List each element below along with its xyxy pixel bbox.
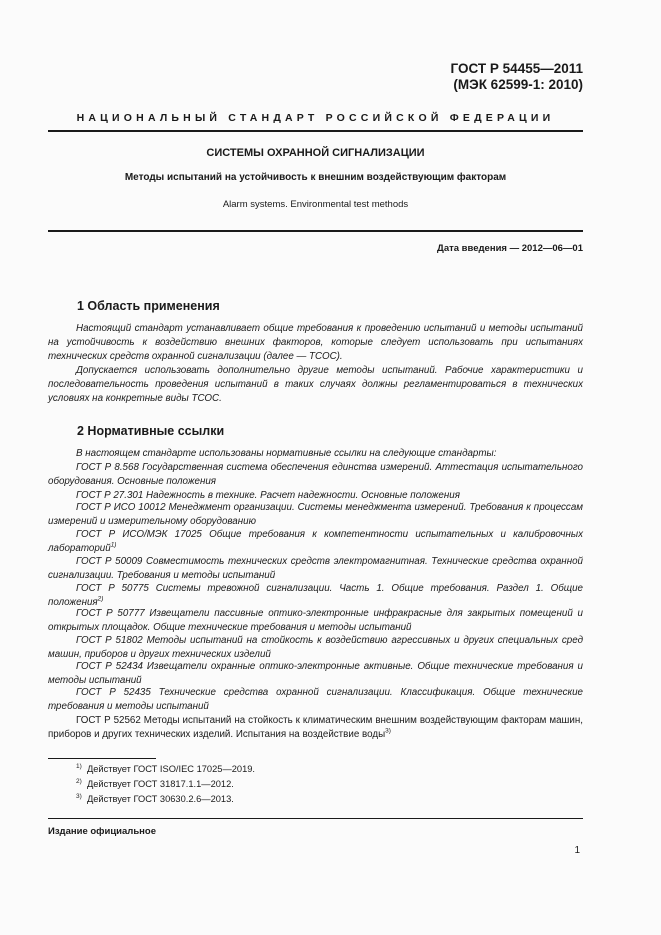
reference-item: ГОСТ Р 52434 Извещатели охранные оптико-электронные активные. Общие технические требования и методы испытаний [48, 661, 583, 686]
document-subtitle: Методы испытаний на устойчивость к внешним воздействующим факторам [124, 172, 507, 183]
reference-item: ГОСТ Р 8.568 Государственная система обеспечения единства измерений. Аттестация испытательного оборудования. Основные положения [48, 462, 583, 487]
page-number: 1 [574, 845, 580, 856]
footnote-separator [48, 758, 156, 759]
reference-item: ГОСТ Р 27.301 Надежность в технике. Расчет надежности. Основные положения [76, 490, 460, 501]
footnote-marker: 3) [385, 727, 391, 735]
section-2-intro: В настоящем стандарте использованы нормативные ссылки на следующие стандарты: [76, 448, 497, 459]
national-standard-banner: НАЦИОНАЛЬНЫЙ СТАНДАРТ РОССИЙСКОЙ ФЕДЕРАЦИИ [76, 112, 555, 124]
reference-item: ГОСТ Р ИСО/МЭК 17025 Общие требования к компетентности испытательных и калибровочных лабораторий$^{1)}$ [48, 529, 583, 554]
standard-iec-number: (МЭК 62599-1: 2010) [453, 77, 583, 92]
reference-item: ГОСТ Р 50777 Извещатели пассивные оптико-электронные инфракрасные для закрытых помещений и открытых площадок. Общие технические требования и методы испытаний [48, 608, 583, 633]
section-1-heading: 1 Область применения [77, 299, 220, 313]
document-title: СИСТЕМЫ ОХРАННОЙ СИГНАЛИЗАЦИИ [206, 147, 425, 159]
section-1-paragraph-1: Настоящий стандарт устанавливает общие требования к проведению испытаний и методы испытаний на устойчивость к воздействию внешних факторов, которые следует использовать при испытаниях технических средств охранной сигнализации (далее — ТСОС). [48, 323, 583, 362]
section-2-heading: 2 Нормативные ссылки [77, 424, 225, 438]
footer-rule [48, 818, 583, 819]
footnote-marker: 2) [97, 595, 104, 603]
standard-designation [451, 61, 583, 93]
header-rule [48, 130, 583, 132]
document-title-english: Alarm systems. Environmental test methods [222, 199, 409, 210]
section-1-paragraph-2: Допускается использовать дополнительно другие методы испытаний. Рабочие характеристики и последовательность проведения испытаний в таких случаях должны регламентироваться в технических условиях на конкретные виды ТСОС. [48, 365, 583, 404]
reference-item: ГОСТ Р 52562 Методы испытаний на стойкость к климатическим внешним воздействующим факторам машин, приборов и других технических изделий. Испытания на воздействие воды$^{3)}$ [48, 715, 583, 740]
footnote-item: $^{3)}$ Действует ГОСТ 30630.2.6—2013. [76, 792, 234, 804]
standard-number: ГОСТ Р 54455—2011 [450, 61, 583, 76]
reference-item: ГОСТ Р 52435 Технические средства охранной сигнализации. Классификация. Общие технические требования и методы испытаний [48, 687, 583, 712]
title-rule [48, 230, 583, 232]
footnote-item: $^{2)}$ Действует ГОСТ 31817.1.1—2012. [76, 777, 234, 789]
reference-item: ГОСТ Р 50775 Системы тревожной сигнализации. Часть 1. Общие требования. Раздел 1. Общие положения$^{2)}$ [48, 583, 583, 608]
footnote-marker: 1) [110, 541, 117, 549]
introduction-date: Дата введения — 2012—06—01 [437, 243, 583, 254]
reference-item: ГОСТ Р 50009 Совместимость технических средств электромагнитная. Технические средства охранной сигнализации. Требования и методы испытаний [48, 556, 583, 581]
official-edition-label: Издание официальное [48, 826, 156, 837]
reference-item: ГОСТ Р 51802 Методы испытаний на стойкость к воздействию агрессивных и других специальных сред машин, приборов и других технических изделий [48, 635, 583, 660]
reference-item: ГОСТ Р ИСО 10012 Менеджмент организации. Системы менеджмента измерений. Требования к процессам измерений и измерительному оборудованию [48, 502, 583, 527]
footnote-item: $^{1)}$ Действует ГОСТ ISO/IEC 17025—2019. [76, 762, 256, 774]
